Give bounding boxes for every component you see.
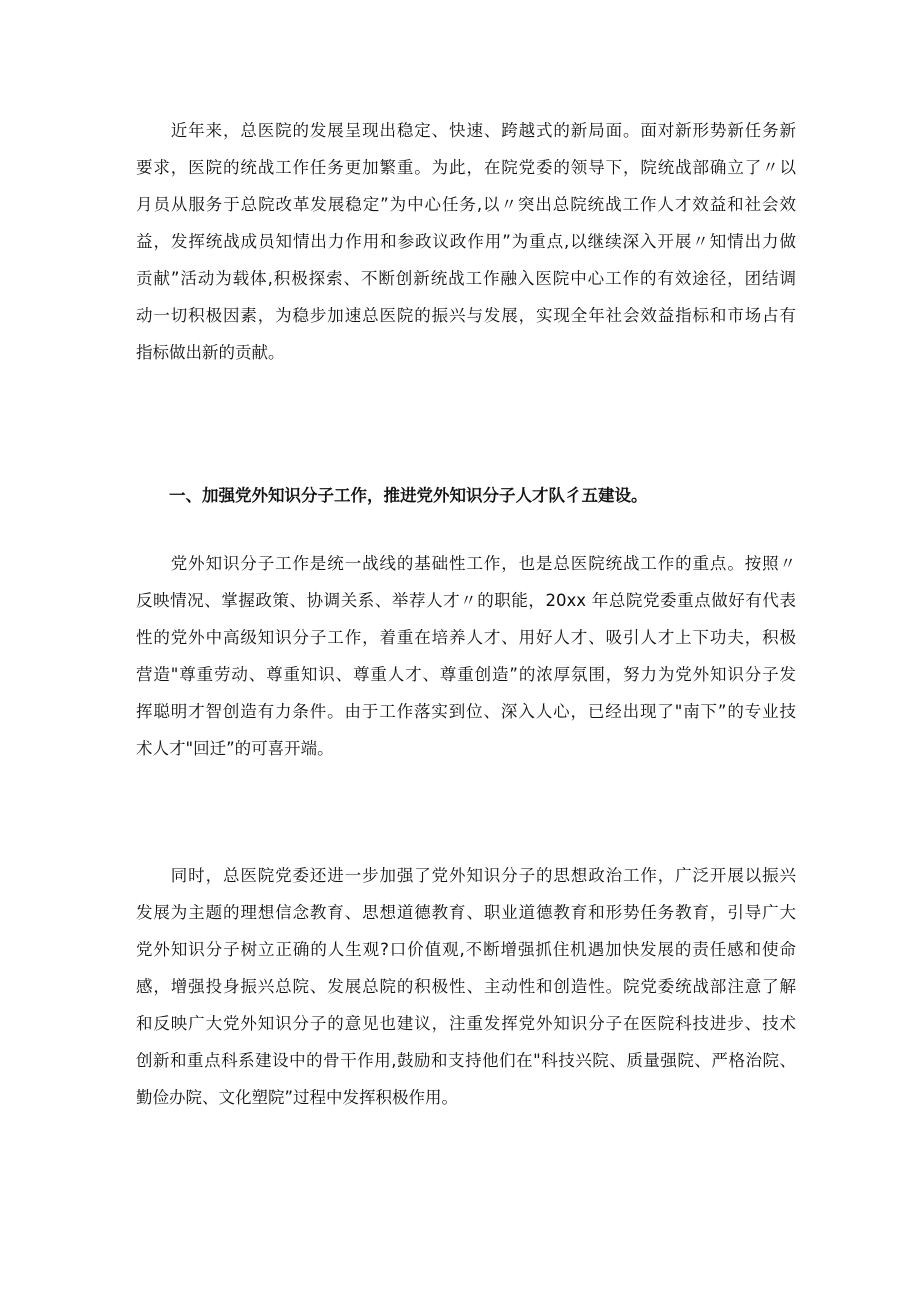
text-line: 近年来，总医院的发展呈现出稳定、快速、跨越式的新局面。面对新形势新任务新	[136, 121, 796, 140]
paragraph-intro	[136, 112, 796, 371]
text-line: 术人才"回迁”的可喜开端。	[136, 739, 334, 758]
text-line: 动一切积极因素，为稳步加速总医院的振兴与发展，实现全年社会效益指标和市场占有	[136, 306, 796, 325]
text-line: 营造"尊重劳动、尊重知识、尊重人才、尊重创造”的浓厚氛围，努力为党外知识分子发	[136, 665, 796, 684]
text-line: 指标做出新的贡献。	[136, 343, 285, 362]
text-line: 党外知识分子树立正确的人生观?口价值观,不断增强抓住机遇加快发展的责任感和使命	[136, 940, 796, 959]
text-line: 发展为主题的理想信念教育、思想道德教育、职业道德教育和形势任务教育，引导广大	[136, 903, 796, 922]
text-line: 感，增强投身振兴总院、发展总院的积极性、主动性和创造性。院党委统战部注意了解	[136, 977, 796, 996]
text-line: 和反映广大党外知识分子的意见也建议，注重发挥党外知识分子在医院科技进步、技术	[136, 1014, 796, 1033]
text-line: 性的党外中高级知识分子工作，着重在培养人才、用好人才、吸引人才上下功夫，积极	[136, 628, 796, 647]
text-line: 党外知识分子工作是统一战线的基础性工作，也是总医院统战工作的重点。按照〃	[136, 554, 796, 573]
text-line: 同时，总医院党委还进一步加强了党外知识分子的思想政治工作，广泛开展以振兴	[136, 866, 796, 885]
heading-line: 一、加强党外知识分子工作，推进党外知识分子人才队彳五建设。	[136, 486, 648, 505]
paragraph-ideological-work	[136, 857, 796, 1116]
text-line: 创新和重点科系建设中的骨干作用,鼓励和支持他们在"科技兴院、质量强院、严格治院、	[136, 1051, 796, 1070]
text-line: 月员从服务于总院改革发展稳定”为中心任务,以〃突出总院统战工作人才效益和社会效	[136, 195, 796, 214]
text-line: 勤俭办院、文化塑院”过程中发挥积极作用。	[136, 1088, 459, 1107]
text-line: 要求，医院的统战工作任务更加繁重。为此，在院党委的领导下，院统战部确立了〃以	[136, 158, 796, 177]
paragraph-intellectuals	[136, 545, 796, 767]
text-line: 挥聪明才智创造有力条件。由于工作落实到位、深入人心，已经出现了"南下”的专业技	[136, 702, 796, 721]
text-line: 益，发挥统战成员知情出力作用和参政议政作用”为重点,以继续深入开展〃知情出力做	[136, 232, 796, 251]
section-heading	[136, 477, 796, 514]
text-line: 贡献”活动为载体,积极探索、不断创新统战工作融入医院中心工作的有效途径，团结调	[136, 269, 796, 288]
text-line: 反映情况、掌握政策、协调关系、举荐人才〃的职能，20xx 年总院党委重点做好有代表	[136, 591, 796, 610]
